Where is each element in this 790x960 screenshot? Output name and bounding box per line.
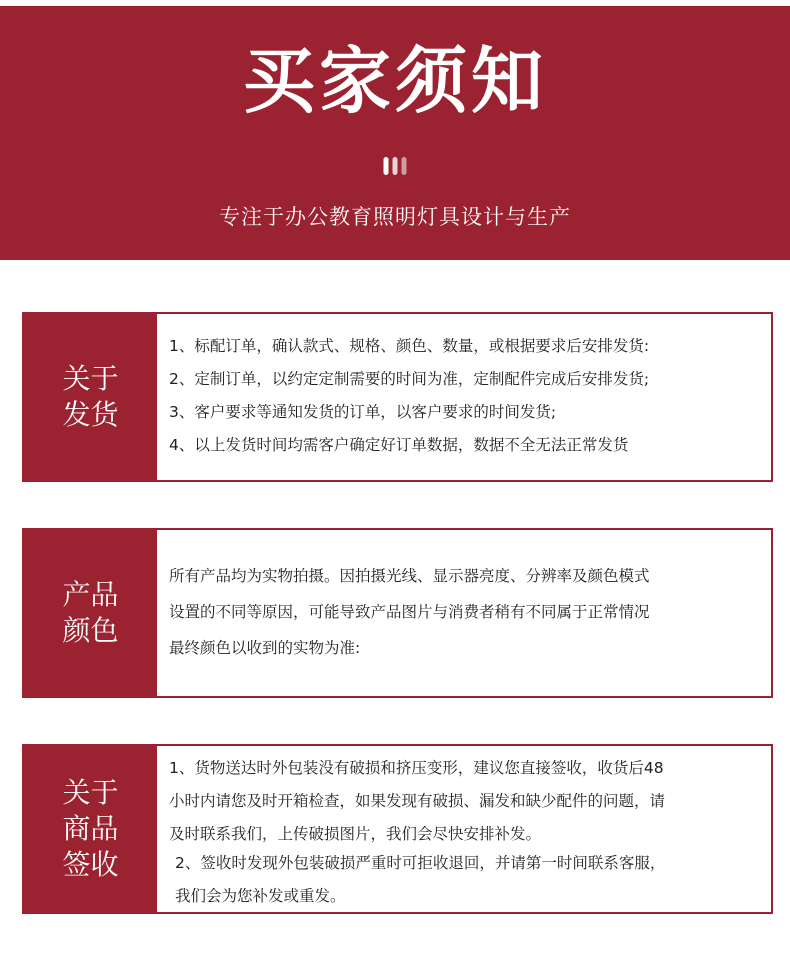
section-label (24, 530, 157, 696)
text-line: 3、客户要求等通知发货的订单，以客户要求的时间发货; (169, 403, 557, 421)
section-body (169, 314, 759, 480)
text-line: 4、以上发货时间均需客户确定好订单数据，数据不全无法正常发货 (169, 436, 629, 454)
text-line: 1、标配订单，确认款式、规格、颜色、数量，或根据要求后安排发货: (169, 337, 650, 355)
section-label-line: 关于 (62, 362, 119, 395)
text-line: 2、定制订单，以约定定制需要的时间为准，定制配件完成后安排发货; (169, 370, 650, 388)
text-line: 及时联系我们，上传破损图片，我们会尽快安排补发。 (169, 825, 542, 843)
text-line: 所有产品均为实物拍摄。因拍摄光线、显示器亮度、分辨率及颜色模式 (169, 567, 650, 585)
section-label (24, 746, 157, 912)
text-line: 1、货物送达时外包装没有破损和挤压变形，建议您直接签收，收货后48 (169, 759, 664, 777)
dot-icon (402, 157, 407, 175)
page-title: 买家须知 (242, 39, 547, 123)
section-label-line: 颜色 (62, 614, 119, 647)
section-body (169, 746, 759, 912)
text-line: 小时内请您及时开箱检查，如果发现有破损、漏发和缺少配件的问题，请 (169, 792, 666, 810)
section-shipping (22, 312, 773, 482)
section-label (24, 314, 157, 480)
dot-icon (384, 157, 389, 175)
text-line: 设置的不同等原因，可能导致产品图片与消费者稍有不同属于正常情况 (169, 603, 650, 621)
page-subtitle: 专注于办公教育照明灯具设计与生产 (219, 205, 571, 229)
text-line: 我们会为您补发或重发。 (175, 887, 346, 905)
divider-dots-icon (384, 157, 407, 175)
section-product-color (22, 528, 773, 698)
section-label-line: 商品 (62, 812, 119, 845)
header-banner (0, 6, 790, 260)
section-label-line: 签收 (62, 848, 119, 881)
section-label-line: 发货 (62, 398, 119, 431)
dot-icon (393, 157, 398, 175)
section-label-line: 产品 (62, 578, 119, 611)
section-label-line: 关于 (62, 776, 119, 809)
text-line: 最终颜色以收到的实物为准: (169, 639, 361, 657)
section-body (169, 530, 759, 696)
text-line: 2、签收时发现外包装破损严重时可拒收退回，并请第一时间联系客服， (175, 854, 666, 872)
section-receipt (22, 744, 773, 914)
